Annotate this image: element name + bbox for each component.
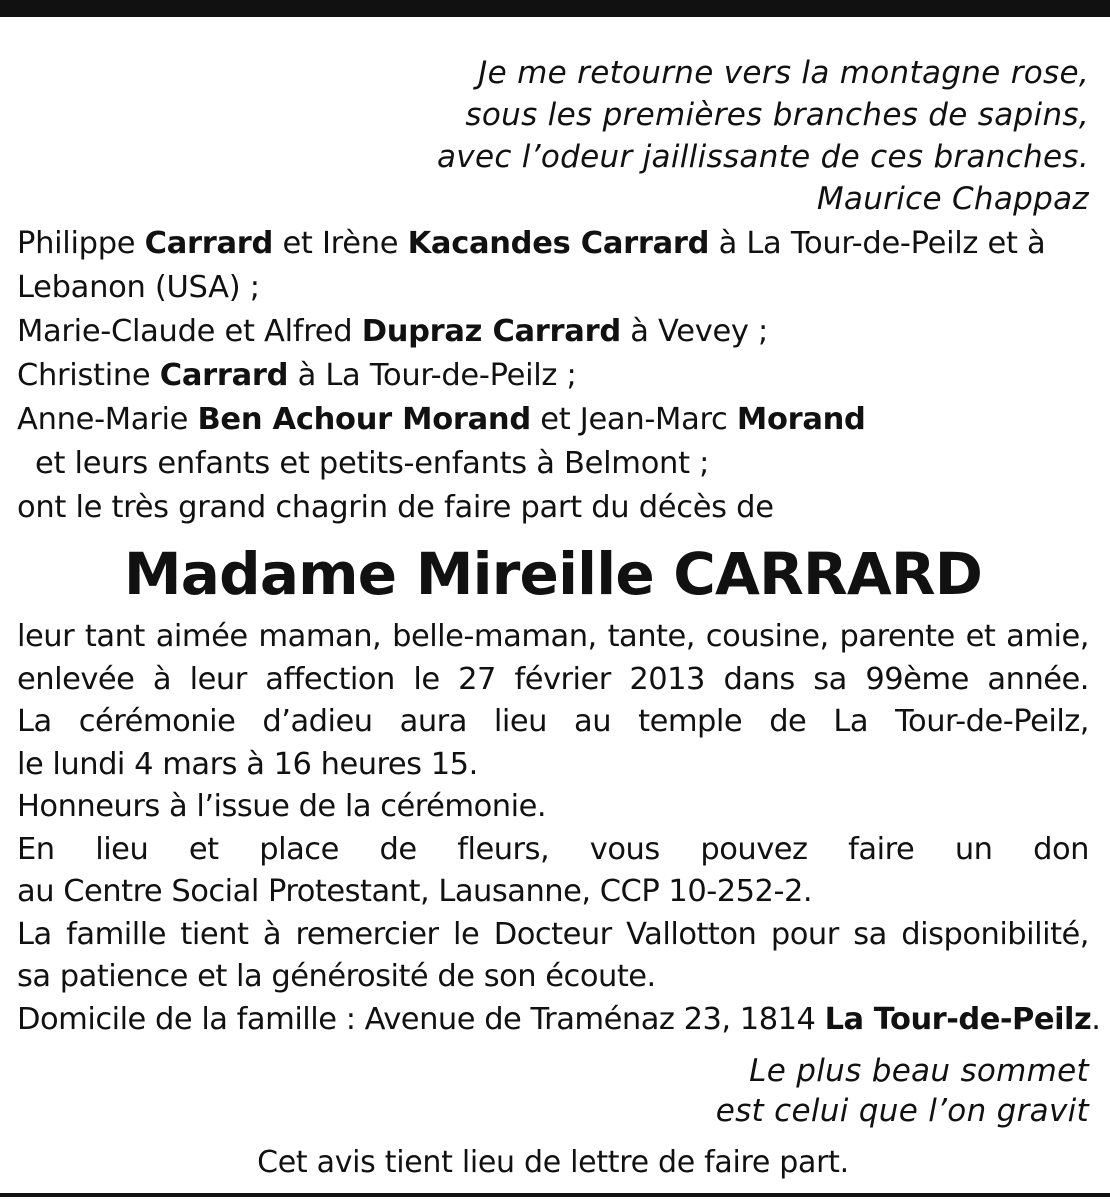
text-run: à La Tour-de-Peilz ; [288, 358, 577, 393]
family-surname: Dupraz Carrard [361, 314, 621, 349]
closing-quote-line: est celui que l’on gravit [715, 1093, 1089, 1129]
body-line: sa patience et la générosité de son écoute. [17, 959, 656, 994]
epigraph-line: sous les premières branches de sapins, [465, 97, 1089, 133]
body-line: leur tant aimée maman, belle-maman, tante, cousine, parente et amie, [17, 619, 1089, 654]
epigraph-author: Maurice Chappaz [816, 181, 1089, 217]
footer-note: Cet avis tient lieu de lettre de faire part. [257, 1145, 849, 1180]
top-border-rule [0, 0, 1110, 17]
closing-quote-line: Le plus beau sommet [749, 1053, 1089, 1089]
obituary-notice [17, 52, 1101, 1183]
family-surname: Carrard [159, 358, 289, 393]
family-line [17, 222, 1089, 266]
family-list [17, 222, 1089, 530]
bottom-border-rule [0, 1193, 1110, 1197]
epigraph-line: Je me retourne vers la montagne rose, [478, 55, 1089, 91]
body-line: La cérémonie d’adieu aura lieu au temple de La Tour-de-Peilz, [17, 704, 1089, 739]
deceased-name: Madame Mireille CARRARD [123, 540, 983, 608]
notice-body [17, 616, 1101, 1041]
text-run: Anne-Marie [17, 402, 198, 437]
family-surname: Carrard [144, 226, 274, 261]
family-line [17, 354, 1089, 398]
text-run: et Jean-Marc [530, 402, 737, 437]
family-line [17, 310, 1089, 354]
closing-quote [17, 1051, 1089, 1131]
family-line [17, 398, 1089, 442]
text-run: Domicile de la famille : Avenue de Traménaz 23, 1814 [17, 1001, 825, 1037]
epigraph [17, 52, 1089, 220]
epigraph-line: avec l’odeur jaillissante de ces branches. [437, 139, 1089, 175]
family-surname: Ben Achour Morand [197, 402, 531, 437]
body-line: En lieu et place de fleurs, vous pouvez faire un don [17, 831, 1089, 867]
body-line: au Centre Social Protestant, Lausanne, CCP 10-252-2. [17, 874, 813, 909]
text-run: . [1091, 1001, 1101, 1037]
text-run: à La Tour-de-Peilz et à [709, 226, 1046, 261]
announcement-line: ont le très grand chagrin de faire part du décès de [17, 490, 774, 525]
body-line: le lundi 4 mars à 16 heures 15. [17, 746, 478, 782]
address-town: La Tour-de-Peilz [824, 1001, 1092, 1037]
body-line: enlevée à leur affection le 27 février 2013 dans sa 99ème année. [17, 661, 1089, 697]
body-line: La famille tient à remercier le Docteur Vallotton pour sa disponibilité, [17, 916, 1089, 952]
family-line: et leurs enfants et petits-enfants à Belmont ; [35, 446, 710, 481]
family-line: Lebanon (USA) ; [17, 270, 260, 305]
text-run: Marie-Claude et Alfred [17, 314, 362, 349]
body-line: Honneurs à l’issue de la cérémonie. [17, 789, 547, 824]
text-run: à Vevey ; [620, 314, 769, 349]
text-run: Philippe [17, 226, 145, 261]
family-surname: Kacandes Carrard [407, 226, 710, 261]
family-surname: Morand [736, 402, 866, 437]
text-run: et Irène [273, 226, 408, 261]
family-address [17, 999, 1101, 1042]
text-run: Christine [17, 358, 160, 393]
